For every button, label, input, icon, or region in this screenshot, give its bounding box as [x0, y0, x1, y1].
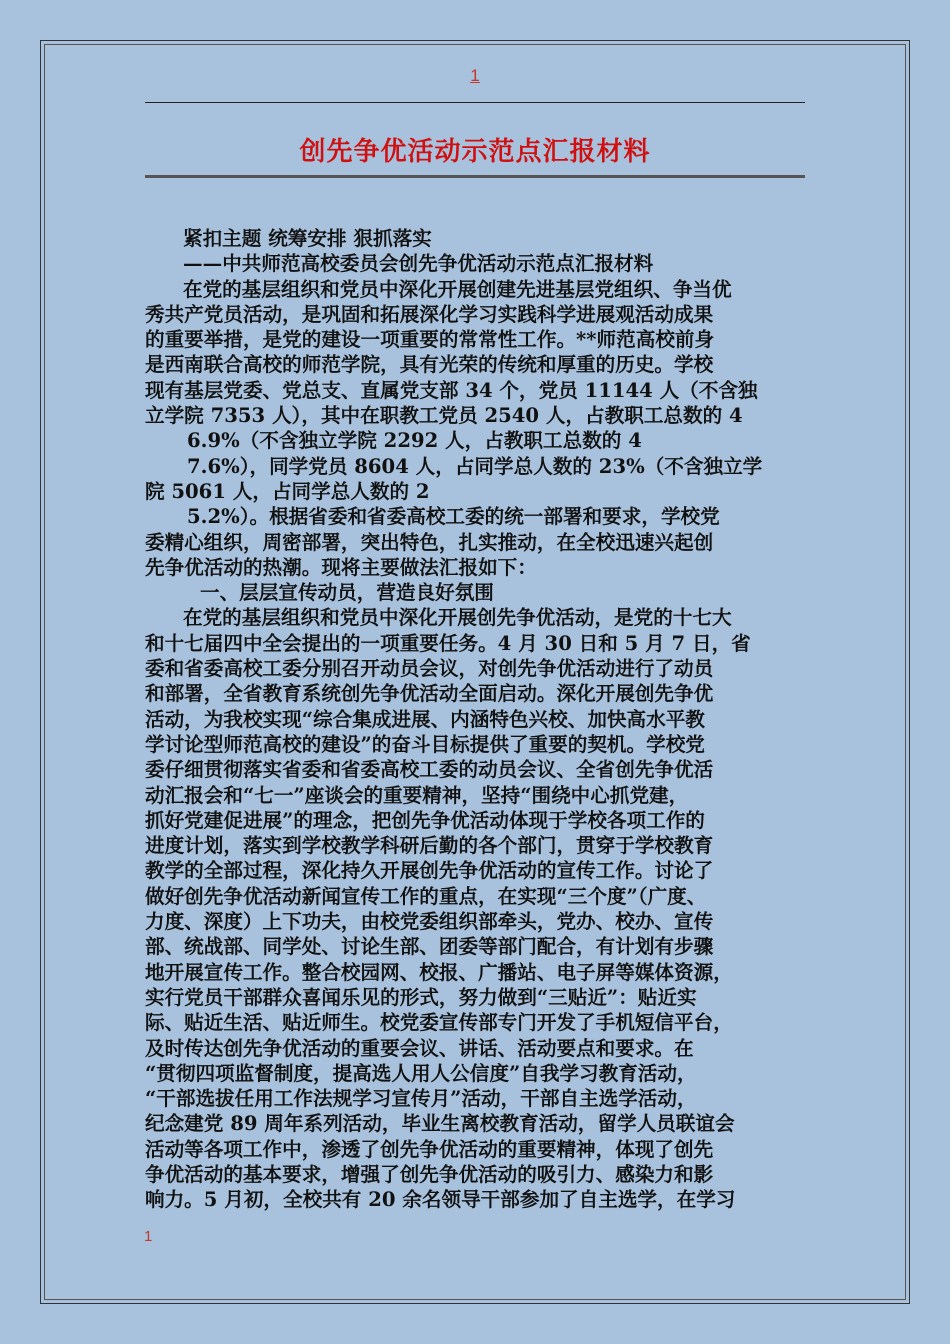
body-line: 和部署，全省教育系统创先争优活动全面启动。深化开展创先争优: [145, 682, 714, 706]
body-line: 做好创先争优活动新闻宣传工作的重点，在实现“三个度”（广度、: [145, 884, 707, 908]
body-line: 实行党员干部群众喜闻乐见的形式，努力做到“三贴近”：贴近实: [145, 985, 697, 1009]
body-line: 先争优活动的热潮。现将主要做法汇报如下：: [145, 555, 537, 579]
body-line: 抓好党建促进展”的理念，把创先争优活动体现于学校各项工作的: [145, 808, 705, 832]
body-line: 是西南联合高校的师范学院，具有光荣的传统和厚重的历史。学校: [145, 353, 714, 377]
body-line: 7.6%），同学党员 8604 人，占同学总人数的 23%（不含独立学: [187, 454, 763, 478]
body-line: 地开展宣传工作。整合校园网、校报、广播站、电子屏等媒体资源，: [145, 960, 733, 984]
body-line: 及时传达创先争优活动的重要会议、讲话、活动要点和要求。在: [145, 1036, 694, 1060]
body-line: “干部选拔任用工作法规学习宣传月”活动，干部自主选学活动，: [145, 1087, 697, 1111]
body-line: 在党的基层组织和党员中深化开展创建先进基层党组织、争当优: [183, 277, 732, 301]
body-line: 5.2%）。根据省委和省委高校工委的统一部署和要求，学校党: [187, 505, 720, 529]
body-line: 在党的基层组织和党员中深化开展创先争优活动，是党的十七大: [183, 606, 732, 630]
body-line: 教学的全部过程，深化持久开展创先争优活动的宣传工作。讨论了: [145, 859, 714, 883]
body-line: 际、贴近生活、贴近师生。校党委宣传部专门开发了手机短信平台，: [145, 1011, 733, 1035]
body-line: 和十七届四中全会提出的一项重要任务。4 月 30 日和 5 月 7 日，省: [145, 631, 751, 655]
document-body: [145, 226, 810, 1213]
body-line: 委和省委高校工委分别召开动员会议，对创先争优活动进行了动员: [145, 657, 714, 681]
body-line: 部、统战部、同学处、讨论生部、团委等部门配合，有计划有步骤: [145, 935, 714, 959]
document-title: 创先争优活动示范点汇报材料: [299, 137, 651, 167]
header-rule: [145, 102, 805, 103]
body-line: 活动，为我校实现“综合集成进展、内涵特色兴校、加快高水平教: [145, 707, 705, 731]
body-line: 学讨论型师范高校的建设”的奋斗目标提供了重要的契机。学校党: [145, 732, 705, 756]
body-line: 现有基层党委、党总支、直属党支部 34 个，党员 11144 人（不含独: [145, 378, 758, 402]
title-rule: [145, 175, 805, 178]
body-line: 院 5061 人，占同学总人数的 2: [145, 479, 430, 503]
body-line: 立学院 7353 人），其中在职教工党员 2540 人，占教职工总数的 4: [145, 404, 743, 428]
body-line: 秀共产党员活动，是巩固和拓展深化学习实践科学进展观活动成果: [145, 302, 714, 326]
body-line: 委精心组织，周密部署，突出特色，扎实推动，在全校迅速兴起创: [145, 530, 714, 554]
body-line: “贯彻四项监督制度，提高选人用人公信度”自我学习教育活动，: [145, 1061, 697, 1085]
body-line: 进度计划，落实到学校教学科研后勤的各个部门，贯穿于学校教育: [145, 834, 714, 858]
body-line: 委仔细贯彻落实省委和省委高校工委的动员会议、全省创先争优活: [145, 758, 714, 782]
body-line: 一、层层宣传动员，营造良好氛围: [200, 581, 494, 605]
body-line: ——中共师范高校委员会创先争优活动示范点汇报材料: [183, 252, 654, 276]
body-line: 响力。5 月初，全校共有 20 余名领导干部参加了自主选学，在学习: [145, 1188, 736, 1212]
body-line: 紧扣主题 统筹安排 狠抓落实: [183, 227, 432, 250]
footer-page-number: 1: [144, 1228, 153, 1245]
body-line: 动汇报会和“七一”座谈会的重要精神，坚持“围绕中心抓党建，: [145, 783, 689, 807]
body-line: 纪念建党 89 周年系列活动，毕业生离校教育活动，留学人员联谊会: [145, 1112, 735, 1136]
body-line: 6.9%（不含独立学院 2292 人，占教职工总数的 4: [187, 429, 642, 453]
header-page-number: 1: [470, 66, 480, 85]
body-line: 争优活动的基本要求，增强了创先争优活动的吸引力、感染力和影: [145, 1162, 714, 1186]
body-line: 的重要举措，是党的建设一项重要的常常性工作。**师范高校前身: [145, 328, 715, 352]
body-line: 活动等各项工作中，渗透了创先争优活动的重要精神，体现了创先: [145, 1137, 714, 1161]
body-line: 力度、深度）上下功夫，由校党委组织部牵头，党办、校办、宣传: [145, 910, 714, 934]
